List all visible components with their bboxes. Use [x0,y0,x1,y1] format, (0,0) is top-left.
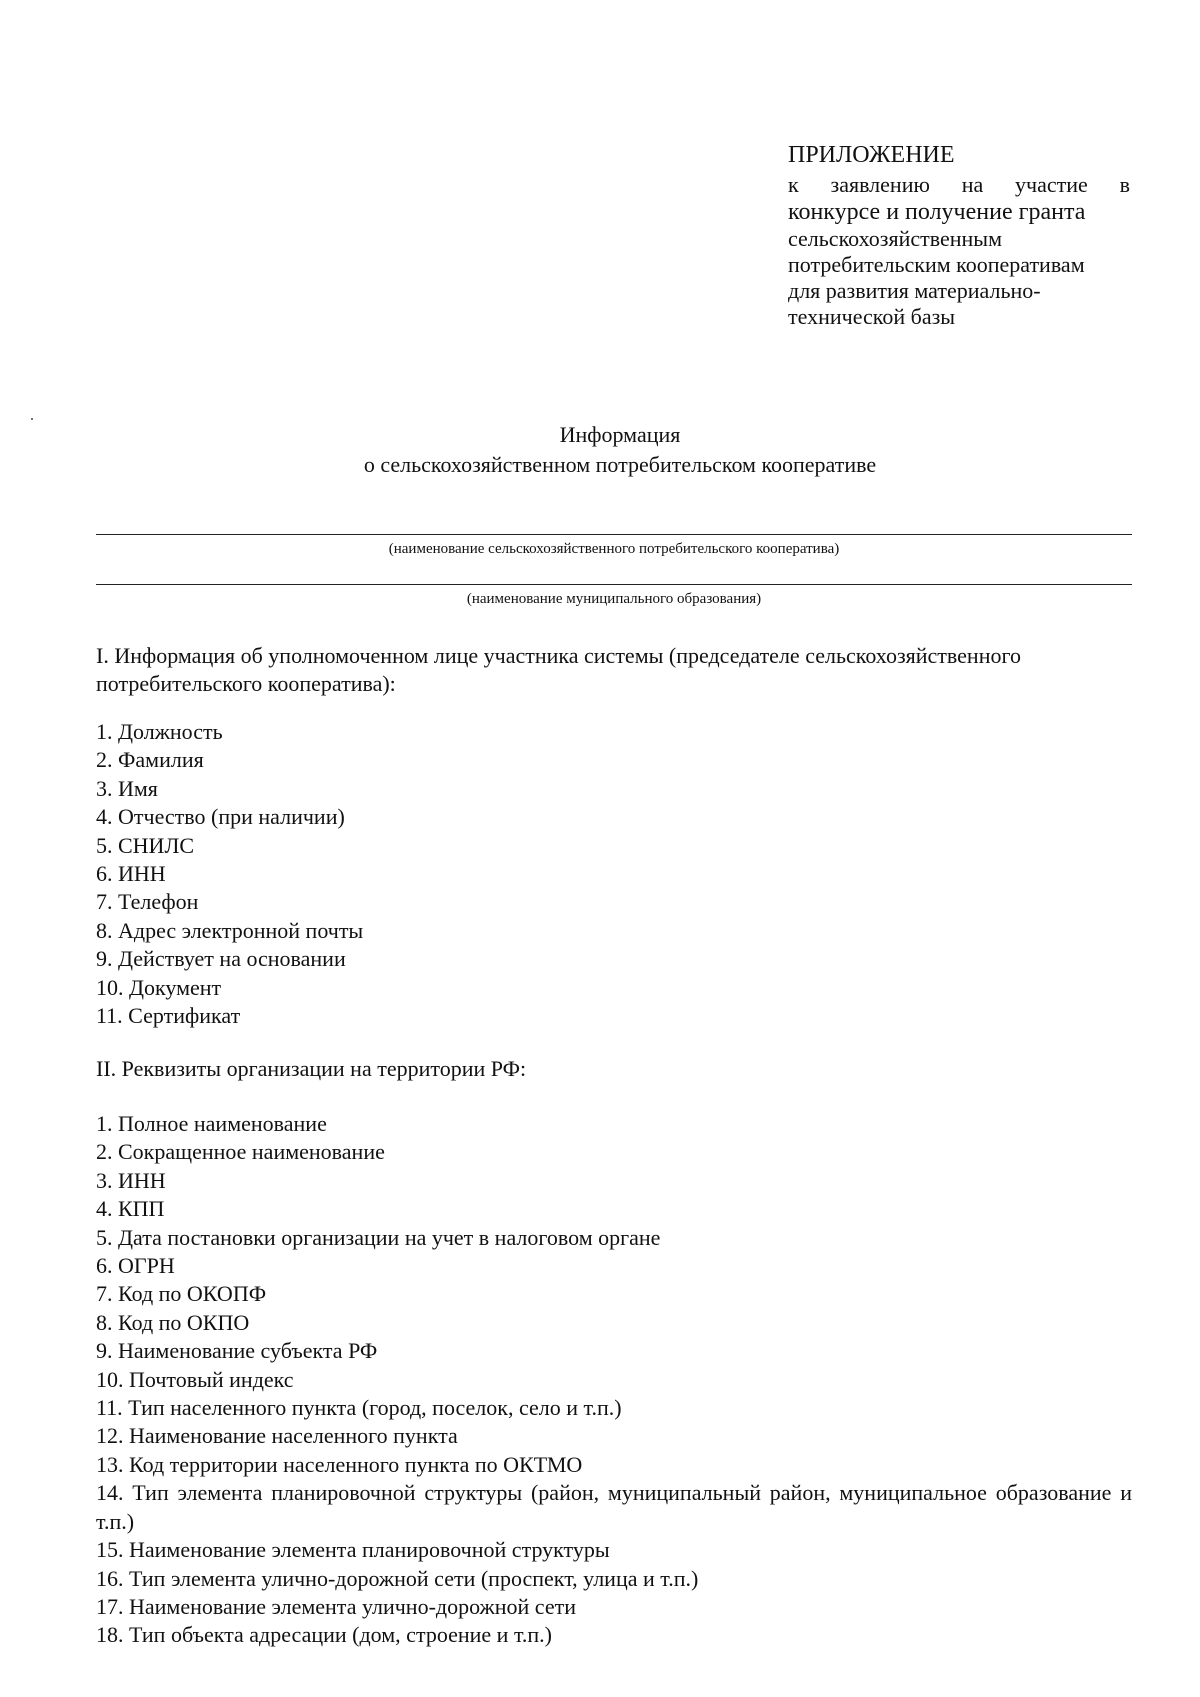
appendix-word: заявлению [830,172,930,197]
list-item: 4. Отчество (при наличии) [96,804,345,830]
list-item: 1. Должность [96,719,223,744]
list-item: 18. Тип объекта адресации (дом, строение и т.п.) [96,1622,553,1648]
list-item: 4. КПП [96,1196,165,1222]
list-item: 5. Дата постановки организации на учет в налоговом органе [96,1224,661,1250]
municipality-caption: (наименование муниципального образования) [466,591,762,607]
section-2-list [96,1110,1132,1650]
list-item: 11. Сертификат [96,1003,241,1029]
list-item: 10. Почтовый индекс [96,1366,294,1392]
list-item: 8. Код по ОКПО [96,1309,250,1335]
list-item: 15. Наименование элемента планировочной структуры [96,1537,610,1563]
appendix-line-3: сельскохозяйственным [788,226,1002,251]
list-item: 6. ОГРН [96,1253,175,1279]
list-item: 17. Наименование элемента улично-дорожной сети [96,1593,576,1619]
appendix-heading: ПРИЛОЖЕНИЕ [788,142,955,168]
list-item: 8. Адрес электронной почты [96,917,364,943]
appendix-line-4: потребительским кооперативам [788,252,1085,277]
list-item: 7. Код по ОКОПФ [96,1281,267,1307]
list-item: 10. Документ [96,974,222,1000]
section-2-heading: II. Реквизиты организации на территории РФ: [96,1056,527,1081]
appendix-word: в [1119,172,1130,197]
list-item: 12. Наименование населенного пункта [96,1423,458,1449]
list-item: 5. СНИЛС [96,832,195,858]
appendix-word: к [788,172,799,197]
section-1-heading: I. Информация об уполномоченном лице участника системы (председателе сельскохозяйственного потребительского кооператива): [96,643,1021,696]
list-item: 11. Тип населенного пункта (город, поселок, село и т.п.) [96,1395,622,1421]
list-item: 16. Тип элемента улично-дорожной сети (проспект, улица и т.п.) [96,1565,699,1591]
appendix-line-1 [788,172,1130,198]
document-title [0,420,1200,480]
appendix-block [788,142,1130,330]
municipality-fill-line[interactable] [96,584,1132,585]
section-1-list [96,718,1132,1030]
list-item: 2. Фамилия [96,747,204,773]
title-line-1: Информация [559,422,681,447]
list-item: 7. Телефон [96,889,199,915]
appendix-line-2: конкурсе и получение гранта [788,199,1086,225]
coop-name-fill-line[interactable] [96,534,1132,535]
list-item: 13. Код территории населенного пункта по ОКТМО [96,1451,583,1477]
list-item: 1. Полное наименование [96,1111,327,1136]
list-item: 3. ИНН [96,1167,166,1193]
list-item: 6. ИНН [96,861,166,887]
list-item: 14. Тип элемента планировочной структуры (район, муниципальный район, муниципальное образование и т.п.) [96,1480,1132,1534]
appendix-word: на [961,172,984,197]
appendix-word: участие [1015,172,1088,197]
list-item: 9. Наименование субъекта РФ [96,1338,378,1364]
appendix-line-6: технической базы [788,304,956,329]
title-line-2: о сельскохозяйственном потребительском кооперативе [363,452,877,477]
list-item: 9. Действует на основании [96,946,346,972]
list-item: 2. Сокращенное наименование [96,1139,385,1165]
appendix-line-5: для развития материально- [788,278,1041,303]
coop-name-caption: (наименование сельскохозяйственного потребительского кооператива) [388,541,840,557]
list-item: 3. Имя [96,775,158,801]
